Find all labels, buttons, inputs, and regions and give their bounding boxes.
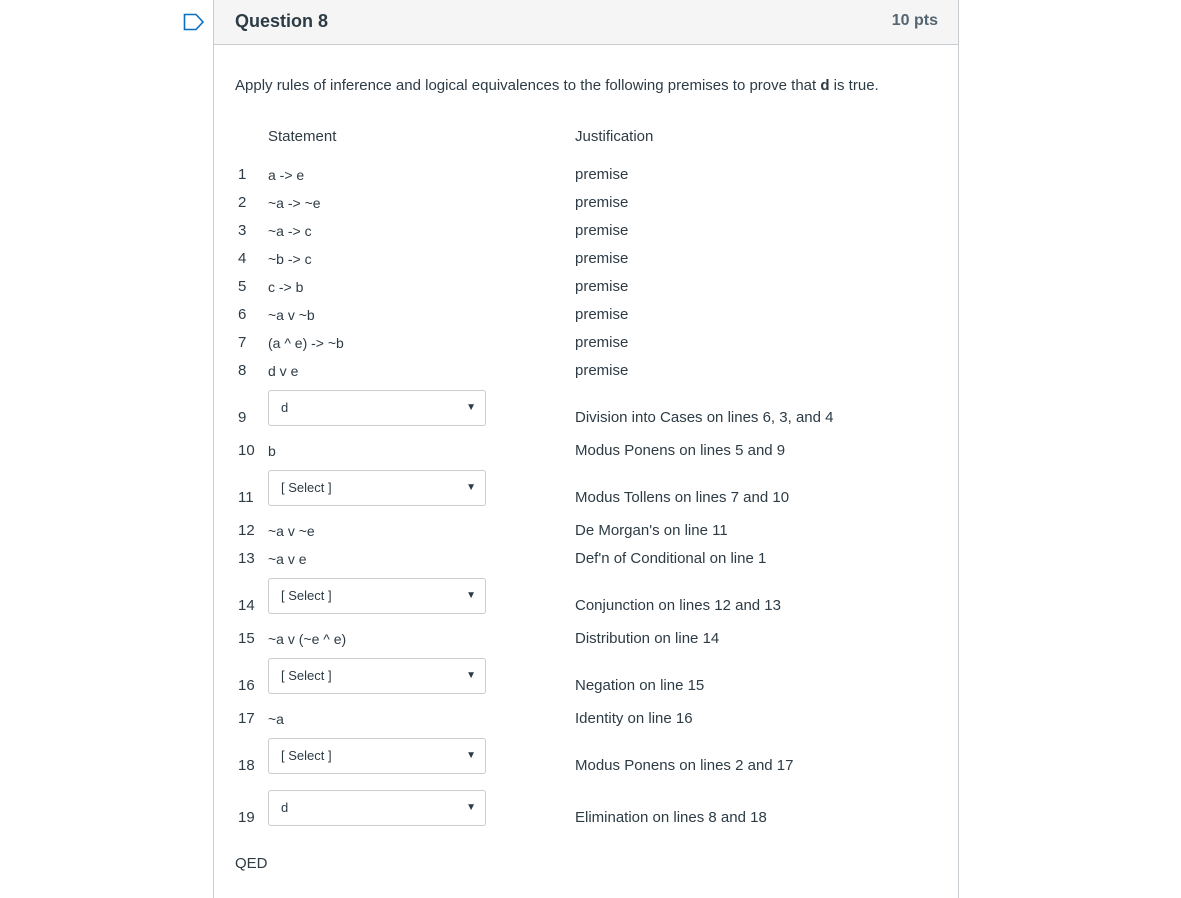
- justification-text: Modus Tollens on lines 7 and 10: [575, 489, 790, 506]
- line-number: 13: [238, 550, 255, 567]
- justification-text: premise: [575, 278, 629, 295]
- select-value: d: [281, 800, 289, 815]
- line-number: 7: [238, 334, 247, 351]
- proof-row-7: [214, 333, 958, 357]
- line-number: 12: [238, 522, 255, 539]
- question-title: Question 8: [235, 11, 329, 31]
- proof-row-1: [214, 165, 958, 189]
- select-value: [ Select ]: [281, 668, 332, 683]
- statement-text: ~b -> c: [268, 251, 312, 267]
- statement-text: ~a v e: [268, 551, 307, 567]
- justification-text: premise: [575, 306, 629, 323]
- justification-text: Identity on line 16: [575, 710, 693, 727]
- line-number: 1: [238, 166, 247, 183]
- line-number: 19: [238, 809, 255, 826]
- proof-row-10: [214, 441, 958, 465]
- proof-row-3: [214, 221, 958, 245]
- bookmark-flag-icon[interactable]: [183, 13, 205, 31]
- justification-text: premise: [575, 362, 629, 379]
- statement-text: a -> e: [268, 167, 305, 183]
- statement-text: ~a v ~e: [268, 523, 315, 539]
- chevron-down-icon: ▼: [466, 482, 476, 493]
- line-number: 3: [238, 222, 247, 239]
- line-number: 14: [238, 597, 255, 614]
- statement-text: ~a: [268, 711, 284, 727]
- statement-text: ~a -> c: [268, 223, 312, 239]
- statement-text: ~a v (~e ^ e): [268, 631, 347, 647]
- justification-text: Distribution on line 14: [575, 630, 720, 647]
- statement-text: (a ^ e) -> ~b: [268, 335, 344, 351]
- line-number: 18: [238, 757, 255, 774]
- proof-row-19: [214, 796, 958, 826]
- proof-row-6: [214, 305, 958, 329]
- statement-select-14[interactable]: [268, 578, 486, 614]
- proof-row-12: [214, 521, 958, 545]
- justification-text: premise: [575, 194, 629, 211]
- line-number: 8: [238, 362, 247, 379]
- proof-row-14: [214, 584, 958, 614]
- justification-column-header: Justification: [575, 128, 654, 145]
- statement-text: ~a -> ~e: [268, 195, 321, 211]
- line-number: 10: [238, 442, 255, 459]
- qed-label: QED: [235, 855, 268, 872]
- statement-select-19[interactable]: [268, 790, 486, 826]
- proof-row-5: [214, 277, 958, 301]
- statement-select-9[interactable]: [268, 390, 486, 426]
- justification-text: Conjunction on lines 12 and 13: [575, 597, 781, 614]
- line-number: 15: [238, 630, 255, 647]
- justification-text: Negation on line 15: [575, 677, 705, 694]
- proof-row-4: [214, 249, 958, 273]
- question-prompt: [235, 77, 879, 94]
- justification-text: premise: [575, 334, 629, 351]
- select-value: d: [281, 400, 289, 415]
- question-header: [214, 0, 958, 45]
- statement-column-header: Statement: [268, 128, 337, 145]
- proof-row-13: [214, 549, 958, 573]
- prompt-text-after: is true.: [829, 77, 879, 94]
- line-number: 17: [238, 710, 255, 727]
- select-value: [ Select ]: [281, 748, 332, 763]
- statement-text: b: [268, 443, 276, 459]
- line-number: 5: [238, 278, 247, 295]
- select-value: [ Select ]: [281, 480, 332, 495]
- prompt-text-bold: d: [820, 77, 830, 94]
- proof-row-11: [214, 476, 958, 506]
- proof-row-17: [214, 709, 958, 733]
- question-points: 10 pts: [891, 12, 938, 29]
- justification-text: De Morgan's on line 11: [575, 522, 728, 539]
- statement-text: c -> b: [268, 279, 304, 295]
- line-number: 16: [238, 677, 255, 694]
- justification-text: premise: [575, 222, 629, 239]
- question-card: [213, 0, 959, 898]
- justification-text: premise: [575, 166, 629, 183]
- statement-text: d v e: [268, 363, 299, 379]
- chevron-down-icon: ▼: [466, 402, 476, 413]
- proof-row-15: [214, 629, 958, 653]
- line-number: 2: [238, 194, 247, 211]
- proof-row-2: [214, 193, 958, 217]
- proof-row-8: [214, 361, 958, 385]
- proof-row-16: [214, 664, 958, 694]
- prompt-text-before: Apply rules of inference and logical equivalences to the following premises to prove that: [235, 77, 821, 94]
- justification-text: Division into Cases on lines 6, 3, and 4: [575, 409, 834, 426]
- justification-text: Modus Ponens on lines 5 and 9: [575, 442, 786, 459]
- statement-select-18[interactable]: [268, 738, 486, 774]
- statement-select-11[interactable]: [268, 470, 486, 506]
- line-number: 4: [238, 250, 247, 267]
- justification-text: Elimination on lines 8 and 18: [575, 809, 767, 826]
- chevron-down-icon: ▼: [466, 802, 476, 813]
- chevron-down-icon: ▼: [466, 590, 476, 601]
- statement-text: ~a v ~b: [268, 307, 315, 323]
- justification-text: Def'n of Conditional on line 1: [575, 550, 767, 567]
- chevron-down-icon: ▼: [466, 750, 476, 761]
- statement-select-16[interactable]: [268, 658, 486, 694]
- line-number: 9: [238, 409, 247, 426]
- line-number: 11: [238, 489, 254, 506]
- select-value: [ Select ]: [281, 588, 332, 603]
- chevron-down-icon: ▼: [466, 670, 476, 681]
- proof-row-9: [214, 396, 958, 426]
- justification-text: premise: [575, 250, 629, 267]
- line-number: 6: [238, 306, 247, 323]
- proof-row-18: [214, 744, 958, 774]
- justification-text: Modus Ponens on lines 2 and 17: [575, 757, 794, 774]
